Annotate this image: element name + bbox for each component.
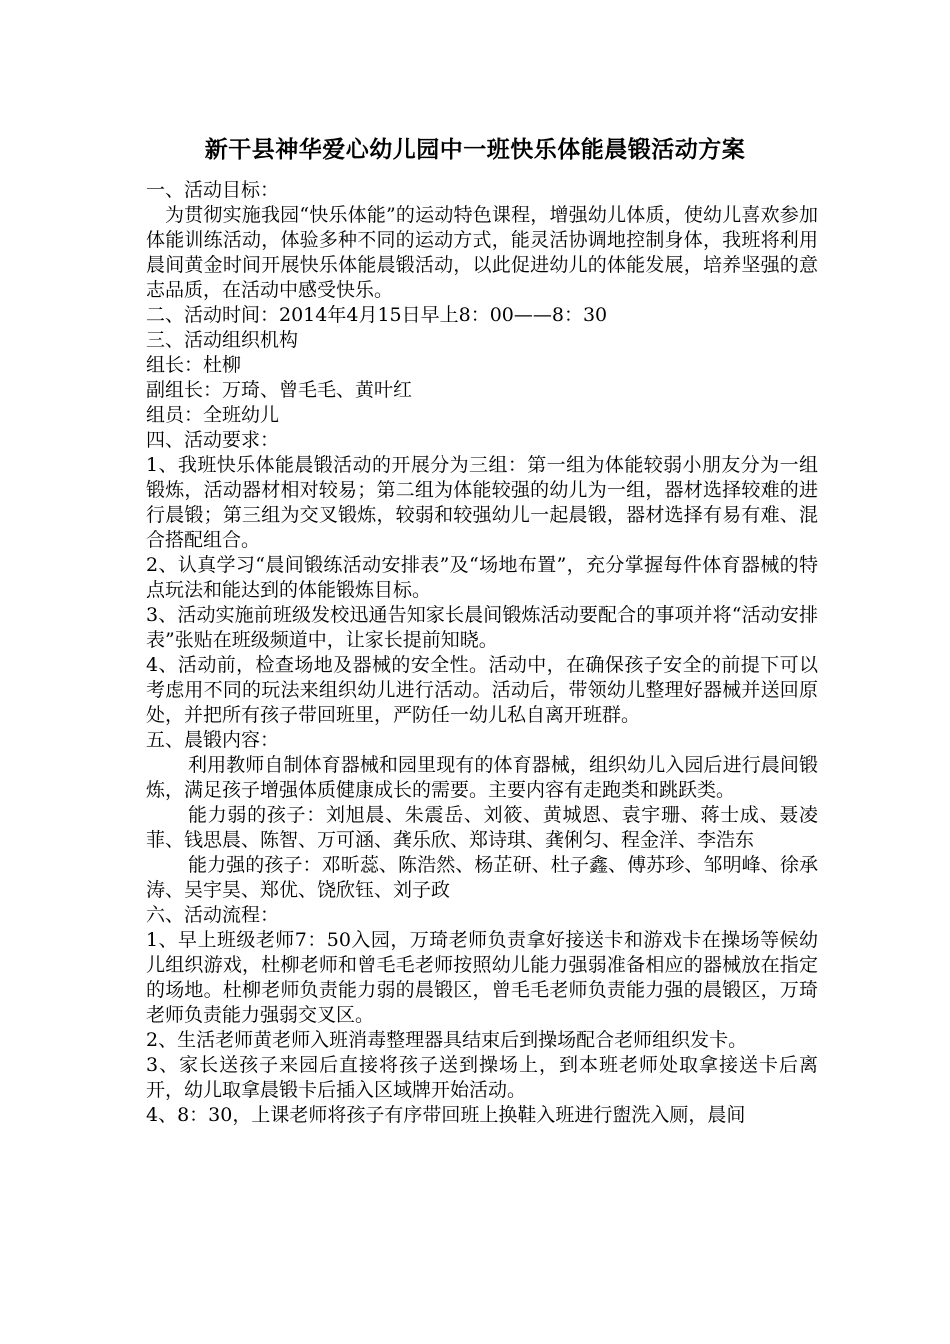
paragraph: 一、活动目标：	[146, 179, 280, 201]
paragraph: 四、活动要求：	[146, 429, 280, 451]
paragraph: 三、活动组织机构	[146, 329, 299, 351]
paragraph: 1、早上班级老师7：50入园，万琦老师负责拿好接送卡和游戏卡在操场等候幼儿组织游戏，杜柳老师和曾毛毛老师按照幼儿能力强弱准备相应的器械放在指定的场地。杜柳老师负责能力弱的晨锻区，曾毛毛老师负责能力强的晨锻区，万琦老师负责能力强弱交叉区。	[146, 929, 818, 1026]
paragraph: 4、8：30，上课老师将孩子有序带回班上换鞋入班进行盥洗入厕，晨间	[146, 1104, 746, 1126]
paragraph: 1、我班快乐体能晨锻活动的开展分为三组：第一组为体能较弱小朋友分为一组锻炼，活动器材相对较易；第二组为体能较强的幼儿为一组，器材选择较难的进行晨锻；第三组为交叉锻炼，较弱和较强幼儿一起晨锻，器材选择有易有难、混合搭配组合。	[146, 454, 818, 551]
paragraph: 六、活动流程：	[146, 904, 280, 926]
paragraph: 能力强的孩子：邓昕蕊、陈浩然、杨芷研、杜子鑫、傅苏珍、邹明峰、徐承涛、吴宇昊、郑优、饶欣钰、刘子政	[146, 854, 818, 901]
paragraph: 4、活动前，检查场地及器械的安全性。活动中，在确保孩子安全的前提下可以考虑用不同的玩法来组织幼儿进行活动。活动后，带领幼儿整理好器械并送回原处，并把所有孩子带回班里，严防任一幼儿私自离开班群。	[146, 654, 818, 726]
paragraph: 3、活动实施前班级发校迅通告知家长晨间锻炼活动要配合的事项并将“活动安排表”张贴在班级频道中，让家长提前知晓。	[146, 604, 818, 651]
document-body	[146, 178, 818, 1128]
paragraph: 组员：全班幼儿	[146, 404, 280, 426]
paragraph: 二、活动时间：2014年4月15日早上8：00——8：30	[146, 304, 608, 326]
paragraph: 副组长：万琦、曾毛毛、黄叶红	[146, 379, 413, 401]
paragraph: 为贯彻实施我园“快乐体能”的运动特色课程，增强幼儿体质，使幼儿喜欢参加体能训练活动，体验多种不同的运动方式，能灵活协调地控制身体，我班将利用晨间黄金时间开展快乐体能晨锻活动，以此促进幼儿的体能发展，培养坚强的意志品质，在活动中感受快乐。	[146, 204, 818, 301]
paragraph: 2、认真学习“晨间锻练活动安排表”及“场地布置”，充分掌握每件体育器械的特点玩法和能达到的体能锻炼目标。	[146, 554, 818, 601]
paragraph: 五、晨锻内容：	[146, 729, 280, 751]
paragraph: 2、生活老师黄老师入班消毒整理器具结束后到操场配合老师组织发卡。	[146, 1029, 748, 1051]
document-title: 新干县神华爱心幼儿园中一班快乐体能晨锻活动方案	[204, 136, 746, 163]
paragraph: 3、家长送孩子来园后直接将孩子送到操场上，到本班老师处取拿接送卡后离开，幼儿取拿晨锻卡后插入区域牌开始活动。	[146, 1054, 818, 1101]
paragraph: 组长：杜柳	[146, 354, 242, 376]
paragraph: 能力弱的孩子：刘旭晨、朱震岳、刘筱、黄城恩、袁宇珊、蒋士成、聂凌菲、钱思晨、陈智、万可涵、龚乐欣、郑诗琪、龚俐匀、程金洋、李浩东	[146, 804, 818, 851]
paragraph: 利用教师自制体育器械和园里现有的体育器械，组织幼儿入园后进行晨间锻炼，满足孩子增强体质健康成长的需要。主要内容有走跑类和跳跃类。	[146, 754, 818, 801]
